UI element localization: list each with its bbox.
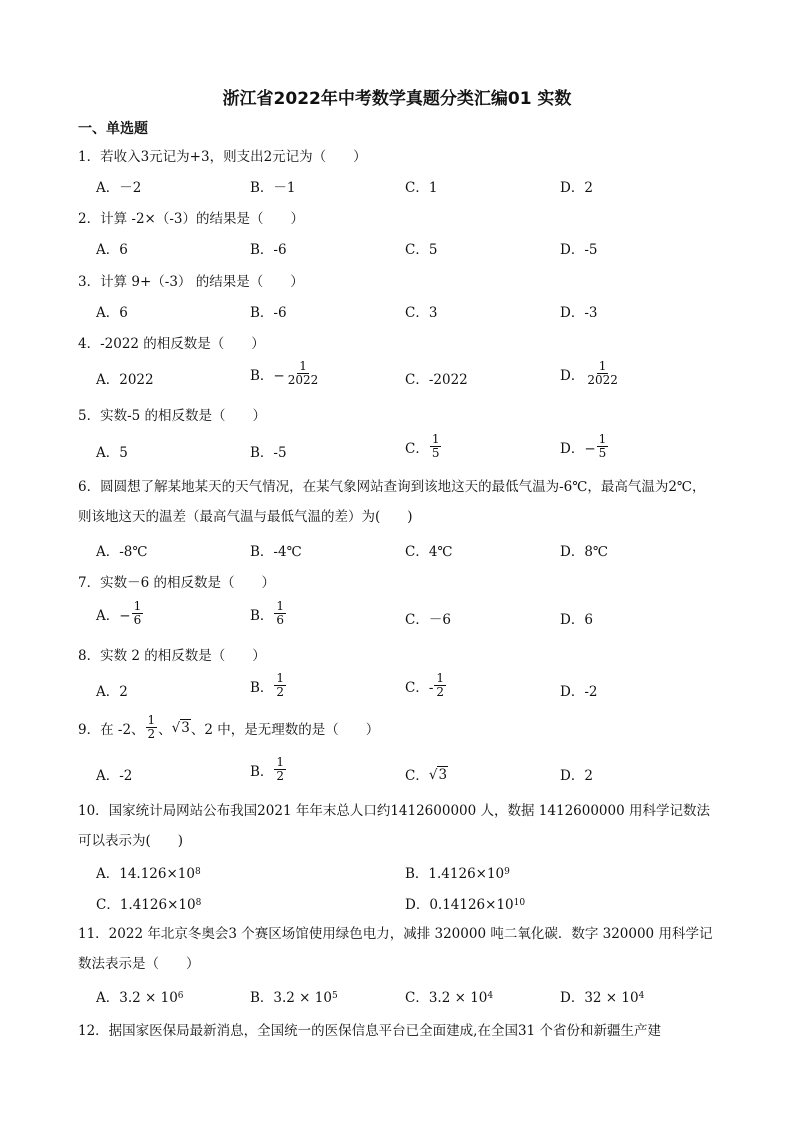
fraction: $\frac{1}{2}$ [276, 755, 285, 783]
q11-option-d-label: D．32 × 10 [560, 990, 639, 1006]
q11-option-d[interactable] [560, 986, 644, 1006]
fraction: $\frac{1}{2}$ [436, 671, 445, 699]
exponent: 8 [195, 898, 202, 908]
question-6: 6．圆圆想了解某地某天的天气情况，在某气象网站查询到该地这天的最低气温为-6℃，最高气温为2℃，则该地这天的温差（最高气温与最低气温的差）为( ) [78, 479, 706, 525]
q11-option-b[interactable] [250, 986, 338, 1006]
q7-option-b-label: B． [250, 607, 274, 624]
question-11: 11．2022 年北京冬奥会3 个赛区场馆使用绿色电力，减排 320000 吨二氧化碳．数字 320000 用科学记数法表示是（ ） [78, 926, 713, 972]
q9-option-d[interactable]: D．2 [560, 768, 593, 784]
q4-option-b[interactable] [250, 360, 321, 387]
exponent: 4 [487, 991, 494, 1001]
exponent: 10 [513, 898, 526, 908]
fraction: $\frac{1}{2}$ [147, 713, 156, 741]
question-9 [78, 714, 379, 741]
q9-option-c-label: C． [405, 768, 429, 784]
question-12: 12．据国家医保局最新消息，全国统一的医保信息平台已全面建成,在全国31 个省份和新疆生产建 [78, 1023, 661, 1039]
exponent: 4 [638, 991, 645, 1001]
q5-option-b[interactable]: B．-5 [250, 445, 287, 461]
q3-option-c[interactable]: C．3 [405, 305, 438, 321]
q4-option-d[interactable] [560, 360, 621, 387]
q6-option-c[interactable]: C．4℃ [405, 544, 453, 560]
fraction: $\frac{1}{6}$ [133, 599, 142, 627]
question-10: 10．国家统计局网站公布我国2021 年年末总人口约1412600000 人，数据 1412600000 用科学记数法可以表示为( ) [78, 803, 710, 849]
q9-option-a[interactable]: A．-2 [96, 768, 133, 784]
q3-option-d[interactable]: D．-3 [560, 305, 598, 321]
q2-option-b[interactable]: B．-6 [250, 242, 287, 258]
question-4: 4．-2022 的相反数是（ ） [78, 336, 265, 352]
square-root: √ 3 [171, 720, 190, 736]
fraction: $\frac{1}{2}$ [276, 671, 285, 699]
q1-option-d[interactable]: D．2 [560, 180, 593, 196]
exponent: 6 [177, 991, 184, 1001]
q8-option-a[interactable]: A．2 [96, 684, 128, 700]
q11-option-c[interactable] [405, 986, 493, 1006]
q8-option-b[interactable] [250, 672, 287, 699]
fraction: $\frac{1}{2022}$ [287, 359, 319, 387]
q4-option-b-label: B．− [250, 367, 285, 384]
q10-option-b-label: B．1.4126×10 [405, 866, 505, 882]
fraction: $\frac{1}{5}$ [431, 432, 440, 460]
question-5: 5．实数-5 的相反数是（ ） [78, 408, 267, 424]
q9-stem-text: 9．在 -2、 [78, 721, 145, 738]
q8-option-c[interactable] [405, 672, 447, 699]
q6-option-b[interactable]: B．-4℃ [250, 544, 302, 560]
q9-option-b[interactable] [250, 756, 287, 783]
q7-option-d[interactable]: D．6 [560, 612, 593, 628]
fraction: $\frac{1}{6}$ [276, 599, 285, 627]
q11-option-a-label: A．3.2 × 10 [96, 990, 178, 1006]
q10-option-d-label: D．0.14126×10 [405, 897, 514, 913]
q2-option-d[interactable]: D．-5 [560, 242, 598, 258]
q10-option-b[interactable] [405, 862, 510, 882]
q2-option-a[interactable]: A．6 [96, 242, 128, 258]
q5-option-d[interactable] [560, 433, 609, 460]
q9-option-b-label: B． [250, 763, 274, 780]
page-title: 浙江省2022年中考数学真题分类汇编01 实数 [222, 89, 572, 109]
q7-option-a[interactable] [96, 600, 144, 627]
q8-option-d[interactable]: D．-2 [560, 684, 598, 700]
q7-option-a-label: A．− [96, 607, 131, 624]
fraction: $\frac{1}{5}$ [598, 432, 607, 460]
q11-option-b-label: B．3.2 × 10 [250, 990, 332, 1006]
question-1: 1．若收入3元记为+3，则支出2元记为（ ） [78, 149, 367, 165]
q9-stem-text: 、2 中，是无理数的是（ ） [190, 721, 380, 738]
q4-option-a[interactable]: A．2022 [96, 372, 154, 388]
fraction: $\frac{1}{2022}$ [587, 359, 618, 387]
exponent: 5 [331, 991, 338, 1001]
square-root: √ 3 [428, 766, 448, 783]
q5-option-a[interactable]: A．5 [96, 445, 128, 461]
q2-option-c[interactable]: C．5 [405, 242, 438, 258]
q7-option-c[interactable]: C．－6 [405, 612, 451, 628]
q5-option-c[interactable] [405, 433, 442, 460]
exponent: 8 [194, 867, 201, 877]
q6-option-a[interactable]: A．-8℃ [96, 544, 148, 560]
q9-stem-text: 、 [158, 721, 172, 738]
q7-option-b[interactable] [250, 600, 287, 627]
q3-option-a[interactable]: A．6 [96, 305, 128, 321]
q4-option-c[interactable]: C．-2022 [405, 372, 468, 388]
q6-option-d[interactable]: D．8℃ [560, 544, 609, 560]
q8-option-c-label: C．- [405, 679, 434, 696]
q1-option-c[interactable]: C．1 [405, 180, 438, 196]
q10-option-d[interactable] [405, 893, 525, 913]
q11-option-c-label: C．3.2 × 10 [405, 990, 488, 1006]
section-heading: 一、单选题 [78, 121, 148, 137]
q1-option-a[interactable]: A．－2 [96, 180, 142, 196]
q5-option-c-label: C． [405, 440, 429, 457]
q4-option-d-label: D． [560, 367, 585, 384]
question-8: 8．实数 2 的相反数是（ ） [78, 648, 266, 664]
question-2: 2．计算 -2×（-3）的结果是（ ） [78, 211, 304, 227]
q3-option-b[interactable]: B．-6 [250, 305, 287, 321]
q10-option-a[interactable] [96, 862, 201, 882]
q5-option-d-label: D．− [560, 440, 596, 457]
q10-option-c-label: C．1.4126×10 [96, 897, 196, 913]
q10-option-a-label: A．14.126×10 [96, 866, 195, 882]
q9-option-c[interactable] [405, 764, 448, 784]
q10-option-c[interactable] [96, 893, 201, 913]
q1-option-b[interactable]: B．－1 [250, 180, 296, 196]
question-3: 3．计算 9+（-3） 的结果是（ ） [78, 274, 304, 290]
q11-option-a[interactable] [96, 986, 184, 1006]
q8-option-b-label: B． [250, 679, 274, 696]
question-7: 7．实数－6 的相反数是（ ） [78, 575, 275, 591]
exponent: 9 [504, 867, 510, 877]
